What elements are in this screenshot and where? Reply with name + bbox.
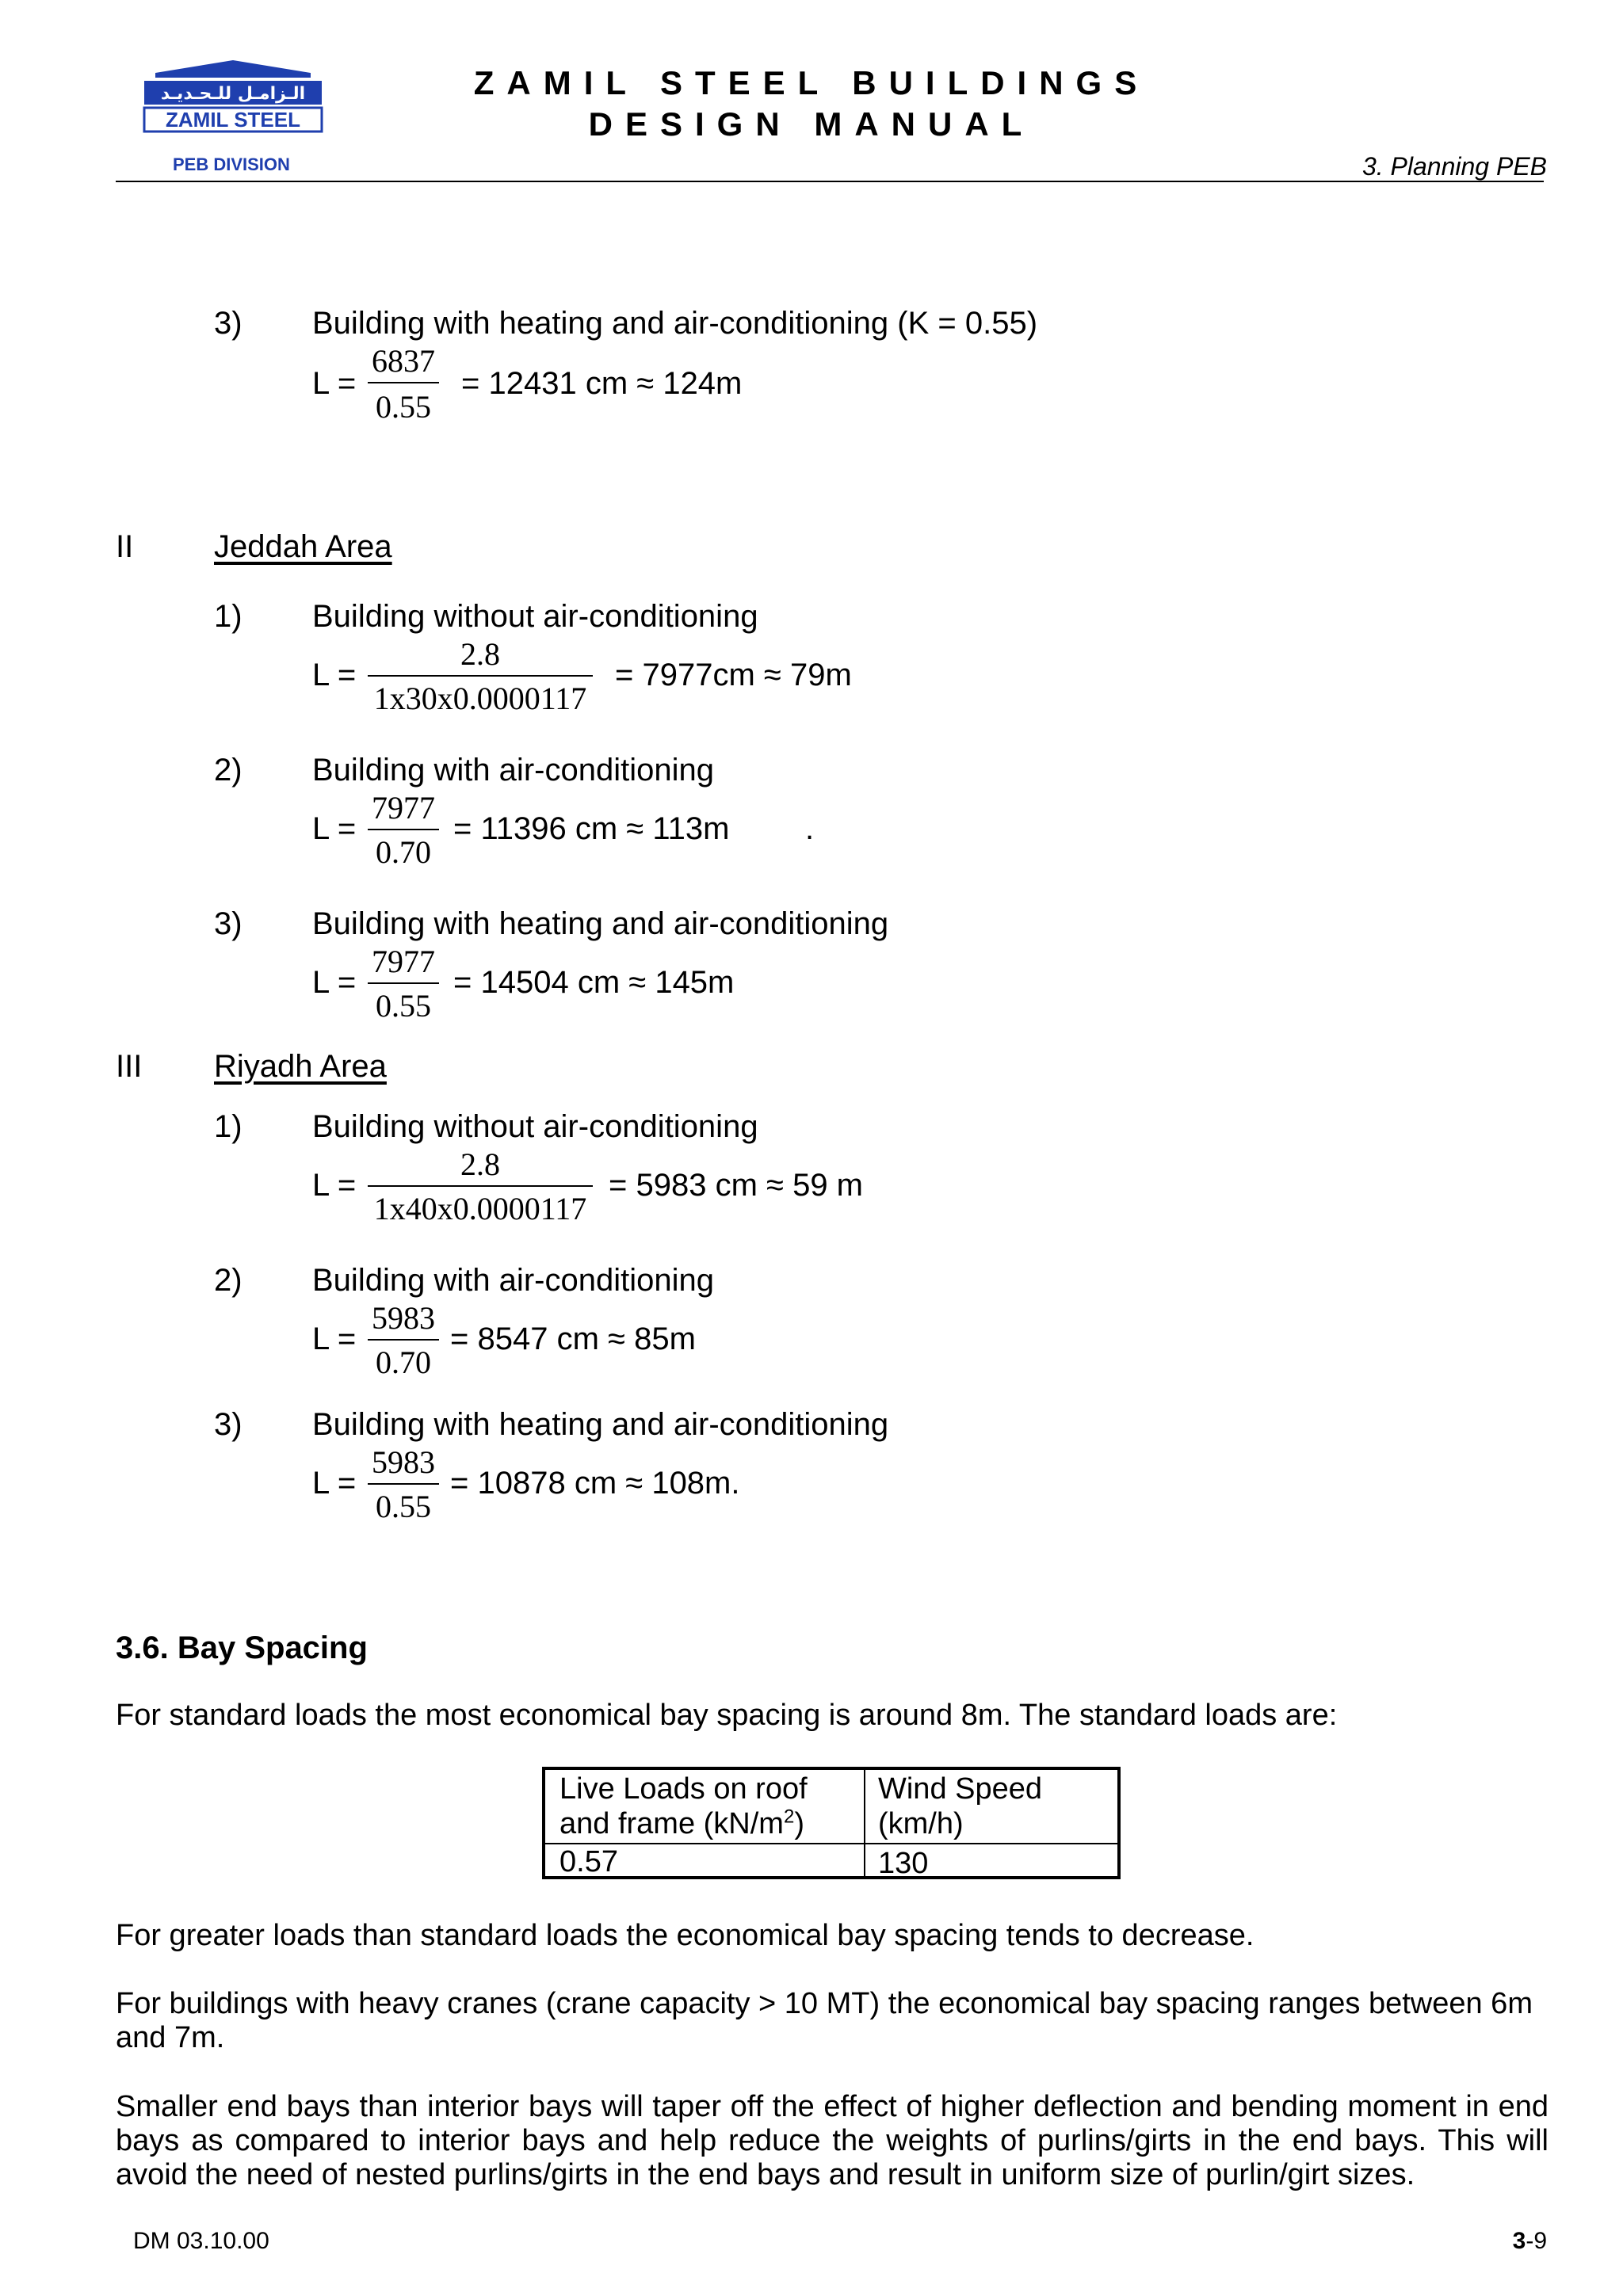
formula-lhs: L = bbox=[312, 1466, 357, 1501]
formula-numerator: 2.8 bbox=[460, 1146, 500, 1182]
formula-denominator: 1x30x0.0000117 bbox=[373, 681, 587, 716]
formula-denominator: 0.55 bbox=[376, 1489, 431, 1524]
wind-speed-header-line2: (km/h) bbox=[878, 1807, 964, 1840]
document-code: DM 03.10.00 bbox=[133, 2228, 269, 2254]
item-number: 3) bbox=[214, 1407, 242, 1442]
formula-denominator: 0.70 bbox=[376, 1344, 431, 1380]
fraction-bar bbox=[368, 1185, 593, 1187]
live-load-header-line1: Live Loads on roof bbox=[559, 1772, 808, 1806]
formula-numerator: 6837 bbox=[372, 343, 435, 379]
page-number bbox=[1513, 2228, 1547, 2255]
item-number: 3) bbox=[214, 906, 242, 941]
formula-lhs: L = bbox=[312, 1322, 357, 1356]
formula-numerator: 5983 bbox=[372, 1444, 435, 1480]
formula-lhs: L = bbox=[312, 1168, 357, 1203]
formula-denominator: 0.70 bbox=[376, 834, 431, 870]
page-separator: - bbox=[1526, 2228, 1534, 2254]
formula-numerator: 5983 bbox=[372, 1300, 435, 1336]
item-number: 2) bbox=[214, 753, 242, 788]
manual-title-line1: ZAMIL STEEL BUILDINGS bbox=[473, 64, 1150, 101]
formula-result: = 14504 cm ≈ 145m bbox=[453, 965, 735, 1000]
table-header-live-load bbox=[559, 1772, 808, 1841]
item-number: 2) bbox=[214, 1263, 242, 1298]
formula-result: = 7977cm ≈ 79m bbox=[615, 658, 852, 692]
fraction-bar bbox=[368, 1483, 439, 1485]
item-label: Building without air-conditioning bbox=[312, 1109, 758, 1144]
logo-arabic-text: الـزامـل للـحـديـد bbox=[160, 84, 306, 104]
formula-numerator: 7977 bbox=[372, 944, 435, 979]
fraction-bar bbox=[368, 982, 439, 984]
formula-result: = 11396 cm ≈ 113m bbox=[453, 811, 730, 846]
standard-loads-table bbox=[542, 1767, 1121, 1879]
roman-numeral: III bbox=[116, 1049, 143, 1084]
area-heading-riyadh: Riyadh Area bbox=[214, 1049, 387, 1084]
table-header-wind-speed bbox=[878, 1772, 1042, 1841]
page-index: 9 bbox=[1533, 2228, 1547, 2254]
page-chapter: 3 bbox=[1512, 2228, 1526, 2254]
paragraph-greater-loads: For greater loads than standard loads the economical bay spacing tends to decrease. bbox=[116, 1919, 1254, 1952]
fraction-bar bbox=[368, 1339, 439, 1341]
item-label: Building with heating and air-conditioning bbox=[312, 906, 889, 941]
item-label: Building with air-conditioning bbox=[312, 753, 714, 788]
header-rule bbox=[116, 181, 1544, 182]
paragraph-end-bays: Smaller end bays than interior bays will taper off the effect of higher deflection and bending moment in end bays as compared to interior bays and help reduce the weights of purlins/girts in the end bays. This will avoid the need of nested purlins/girts in the end bays and result in uniform size of purlin/girt sizes. bbox=[116, 2090, 1549, 2191]
formula-result: = 12431 cm ≈ 124m bbox=[461, 366, 743, 401]
formula-result: = 8547 cm ≈ 85m bbox=[450, 1322, 696, 1356]
formula-result: = 5983 cm ≈ 59 m bbox=[609, 1168, 863, 1203]
formula-denominator: 1x40x0.0000117 bbox=[373, 1191, 587, 1226]
item-number: 1) bbox=[214, 1109, 242, 1144]
logo-division: PEB DIVISION bbox=[173, 154, 290, 174]
item-number: 3) bbox=[214, 306, 242, 341]
fraction-bar bbox=[368, 382, 439, 383]
wind-speed-header-line1: Wind Speed bbox=[878, 1772, 1043, 1806]
stray-dot: . bbox=[805, 811, 815, 846]
area-heading-jeddah: Jeddah Area bbox=[214, 529, 392, 564]
item-label: Building without air-conditioning bbox=[312, 599, 758, 634]
formula-result: = 10878 cm ≈ 108m. bbox=[450, 1466, 740, 1501]
table-row-divider bbox=[545, 1843, 1117, 1844]
fraction-bar bbox=[368, 675, 593, 677]
item-label: Building with heating and air-conditioning bbox=[312, 1407, 889, 1442]
section-heading-bay-spacing: 3.6. Bay Spacing bbox=[116, 1630, 368, 1665]
formula-numerator: 2.8 bbox=[460, 636, 500, 672]
logo-brand-text: ZAMIL STEEL bbox=[166, 108, 300, 132]
superscript: 2 bbox=[783, 1806, 795, 1828]
formula-lhs: L = bbox=[312, 366, 357, 401]
fraction-bar bbox=[368, 829, 439, 830]
live-load-header-line2: and frame (kN/m bbox=[559, 1807, 784, 1840]
paragraph-heavy-cranes: For buildings with heavy cranes (crane capacity > 10 MT) the economical bay spacing ranges between 6m and 7m. bbox=[116, 1987, 1533, 2054]
formula-denominator: 0.55 bbox=[376, 389, 431, 425]
formula-denominator: 0.55 bbox=[376, 988, 431, 1024]
intro-paragraph: For standard loads the most economical bay spacing is around 8m. The standard loads are: bbox=[116, 1699, 1338, 1732]
item-label: Building with heating and air-conditioning (K = 0.55) bbox=[312, 306, 1038, 341]
formula-lhs: L = bbox=[312, 965, 357, 1000]
section-label: 3. Planning PEB bbox=[1361, 152, 1547, 181]
manual-title-line2: DESIGN MANUAL bbox=[588, 105, 1035, 143]
table-cell-live-load-value: 0.57 bbox=[559, 1845, 618, 1878]
formula-numerator: 7977 bbox=[372, 790, 435, 826]
item-number: 1) bbox=[214, 599, 242, 634]
formula-lhs: L = bbox=[312, 658, 357, 692]
live-load-header-close: ) bbox=[794, 1807, 804, 1840]
roman-numeral: II bbox=[116, 529, 134, 564]
table-cell-wind-speed-value: 130 bbox=[878, 1847, 929, 1880]
table-column-divider bbox=[864, 1770, 865, 1876]
item-label: Building with air-conditioning bbox=[312, 1263, 714, 1298]
formula-lhs: L = bbox=[312, 811, 357, 846]
